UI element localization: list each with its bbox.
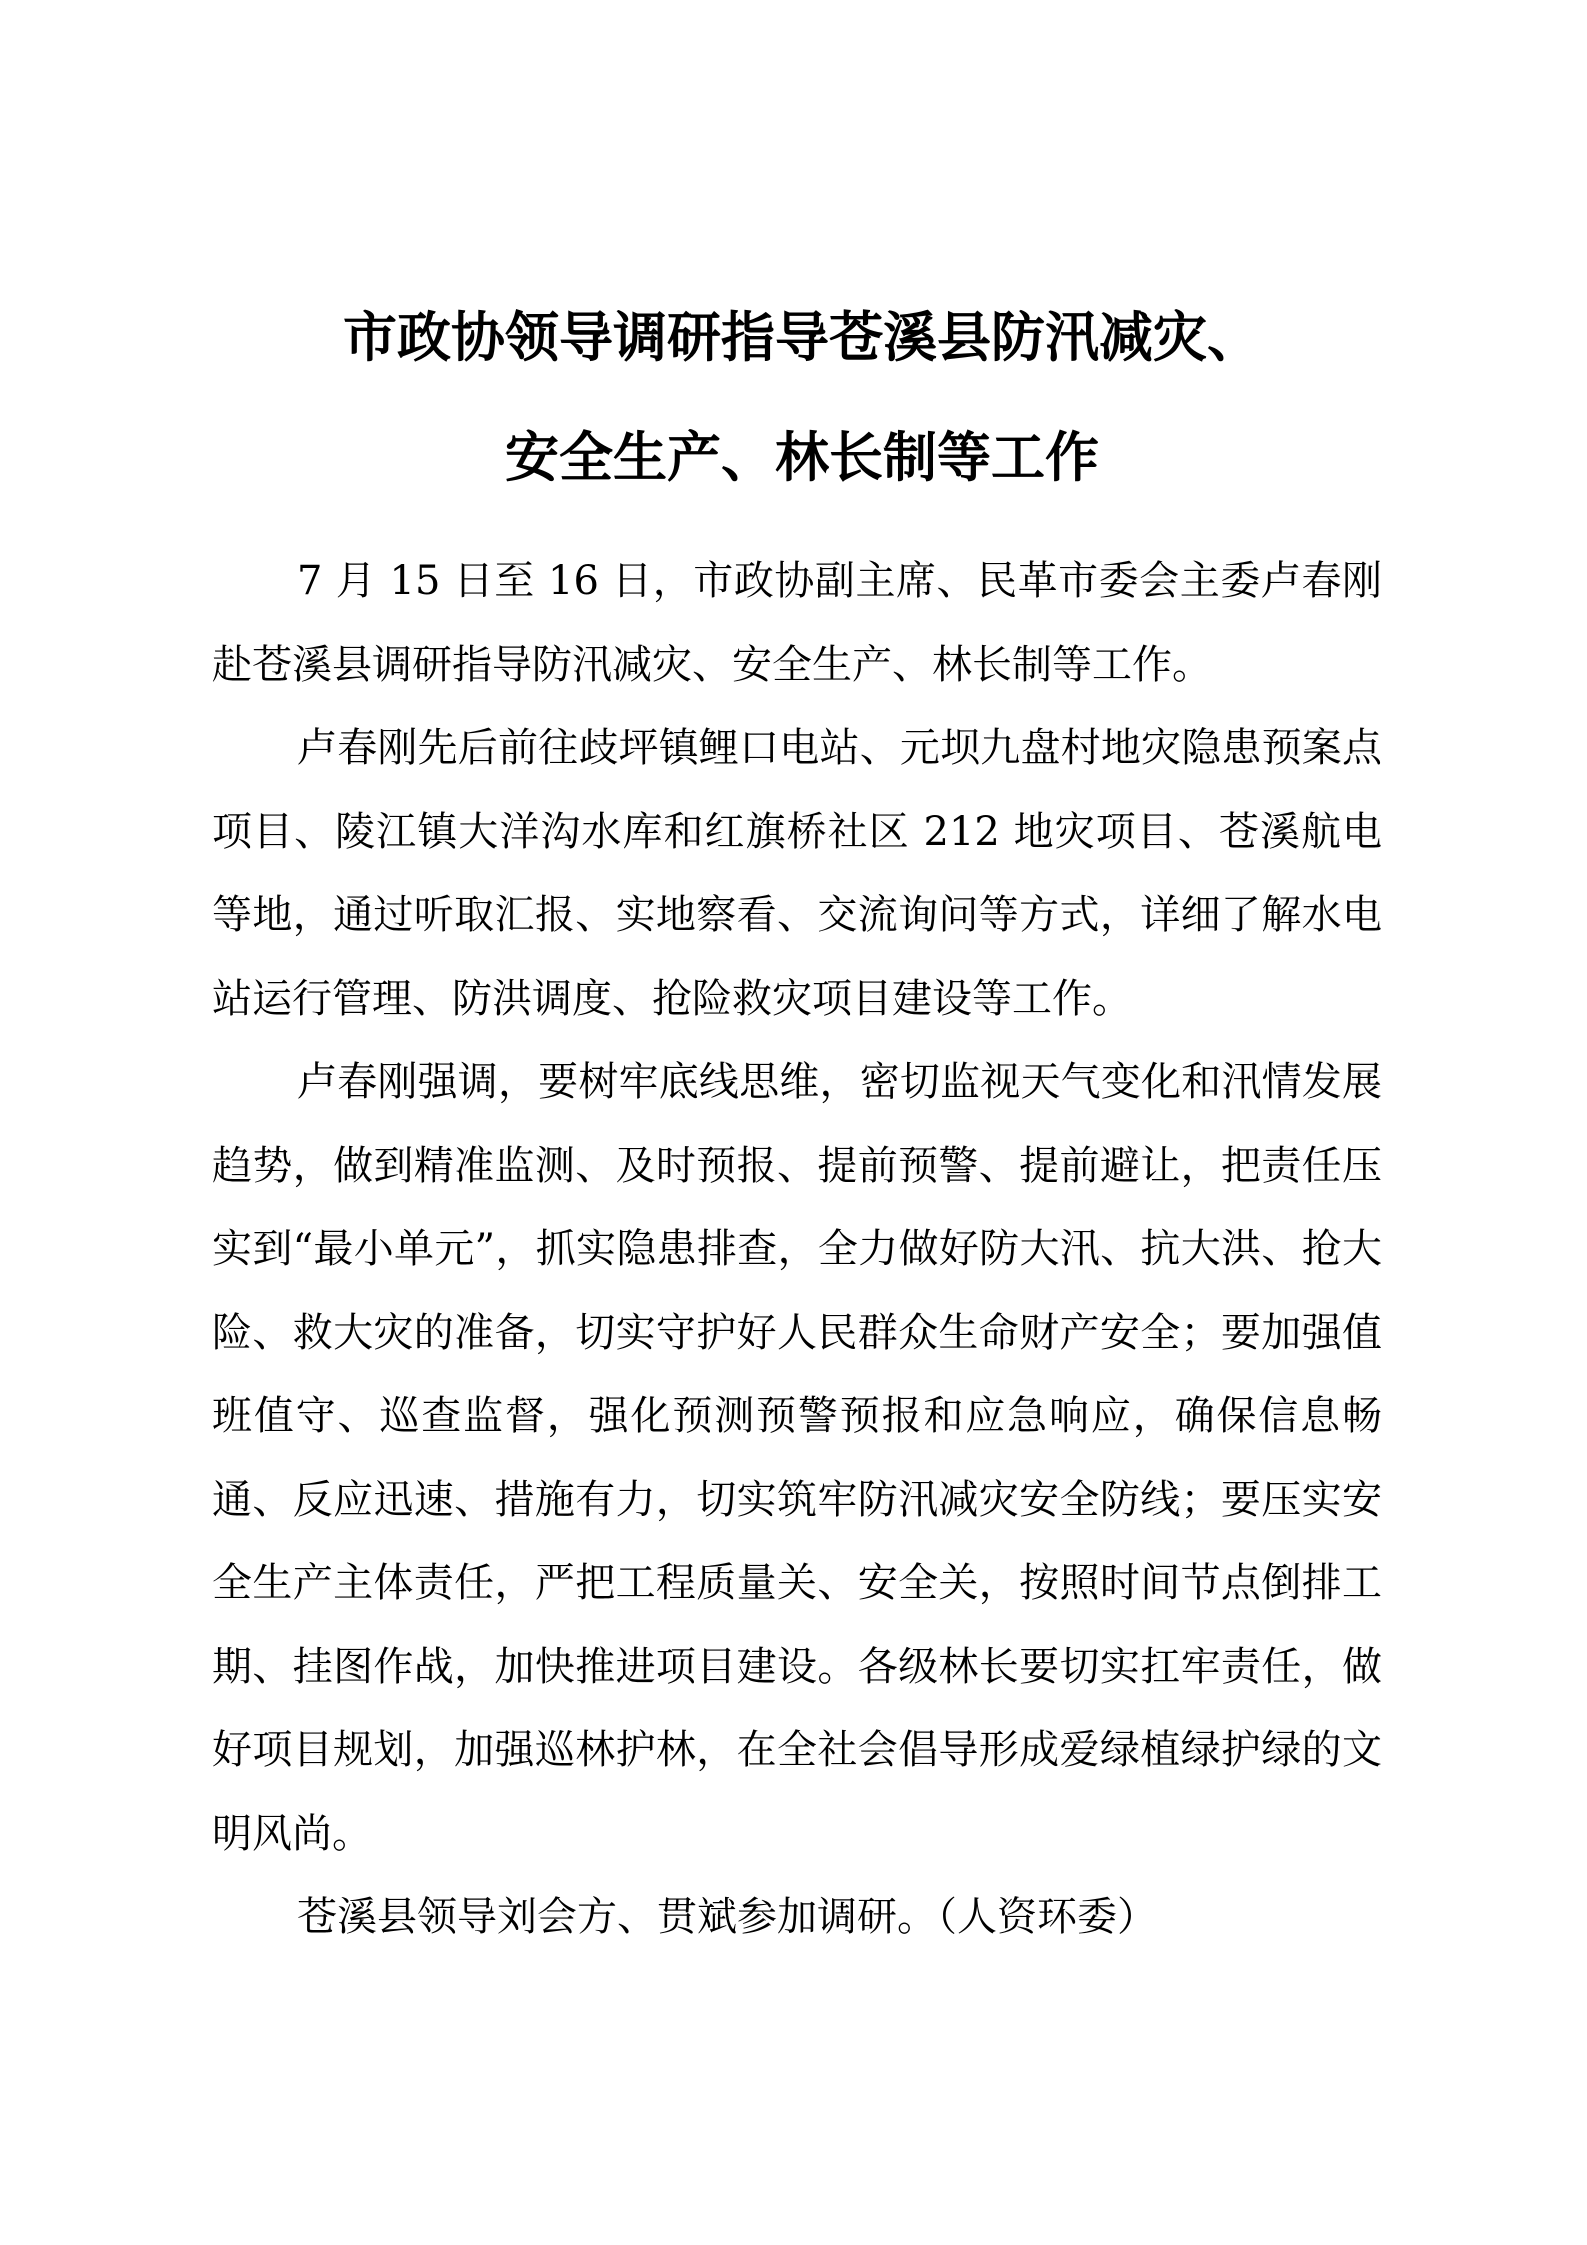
paragraph-intro: 7 月 15 日至 16 日，市政协副主席、民革市委会主委卢春刚赴苍溪县调研指导防汛减灾、安全生产、林长制等工作。 xyxy=(212,558,1382,688)
paragraph-attendees: 苍溪县领导刘会方、贯斌参加调研。（人资环委） xyxy=(297,1894,1157,1940)
paragraph-visits: 卢春刚先后前往歧坪镇鲤口电站、元坝九盘村地灾隐患预案点项目、陵江镇大洋沟水库和红旗桥社区 212 地灾项目、苍溪航电等地，通过听取汇报、实地察看、交流询问等方式，详细了解水电站运行管理、防洪调度、抢险救灾项目建设等工作。 xyxy=(212,725,1382,1022)
document-title-line-1: 市政协领导调研指导苍溪县防汛减灾、 xyxy=(343,305,1261,369)
document-body xyxy=(212,540,1382,1960)
document-title-line-2: 安全生产、林长制等工作 xyxy=(505,425,1099,489)
paragraph-emphasis: 卢春刚强调，要树牢底线思维，密切监视天气变化和汛情发展趋势，做到精准监测、及时预报、提前预警、提前避让，把责任压实到“最小单元”，抓实隐患排查，全力做好防大汛、抗大洪、抢大险、救大灾的准备，切实守护好人民群众生命财产安全；要加强值班值守、巡查监督，强化预测预警预报和应急响应，确保信息畅通、反应迅速、措施有力，切实筑牢防汛减灾安全防线；要压实安全生产主体责任，严把工程质量关、安全关，按照时间节点倒排工期、挂图作战，加快推进项目建设。各级林长要切实扛牢责任，做好项目规划，加强巡林护林，在全社会倡导形成爱绿植绿护绿的文明风尚。 xyxy=(212,1059,1382,1857)
